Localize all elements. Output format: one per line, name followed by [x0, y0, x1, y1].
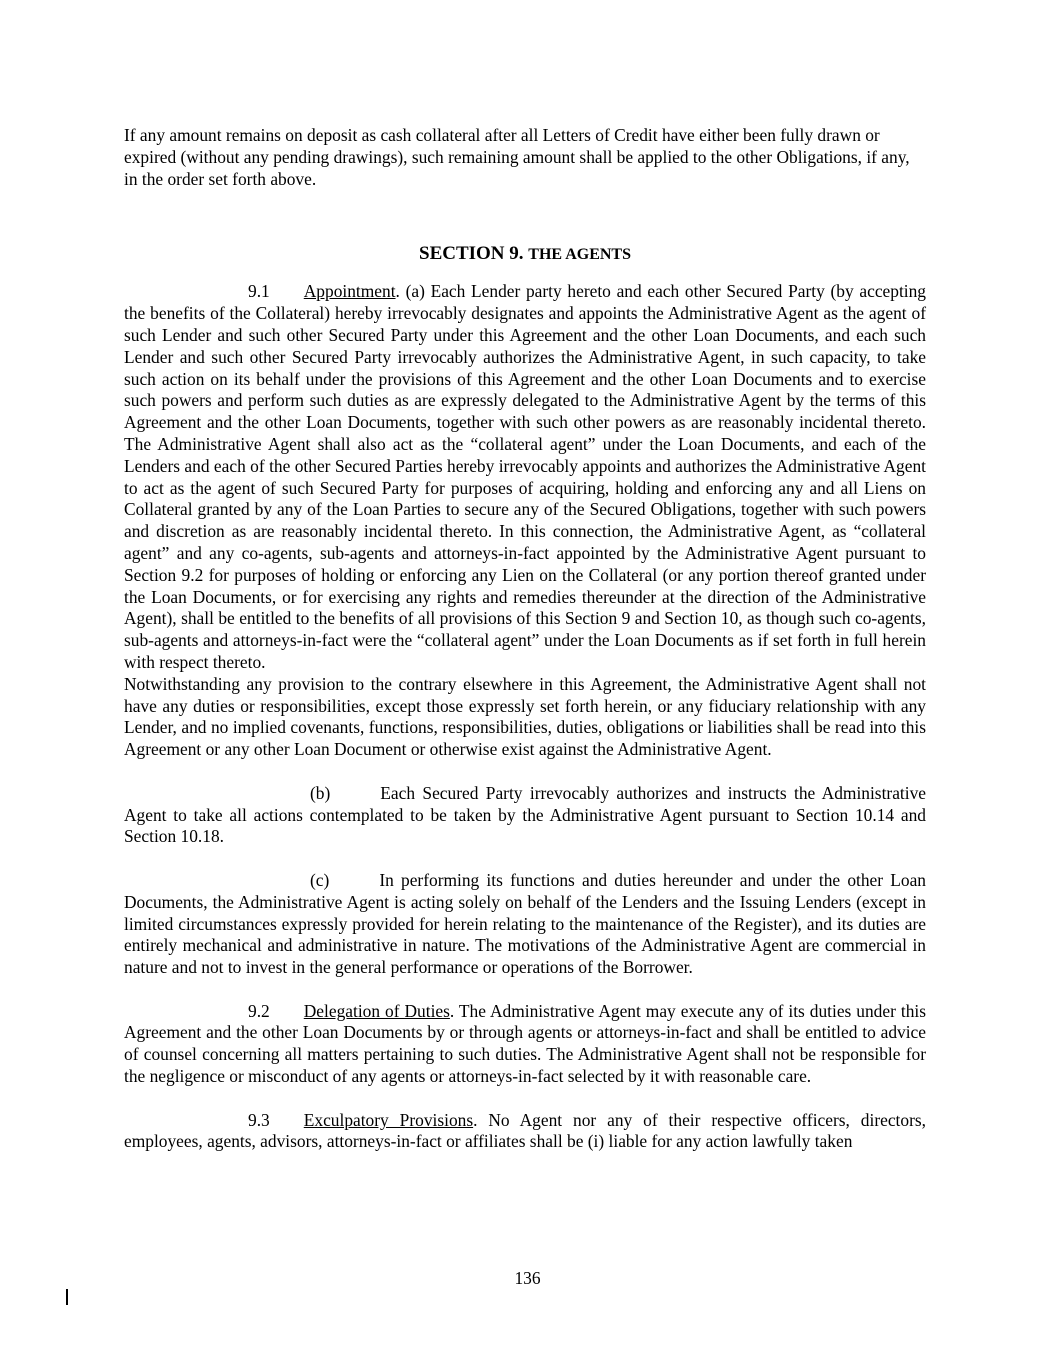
- section-9-2-title: Delegation of Duties: [303, 1000, 450, 1021]
- section-9-1-c-text: In performing its functions and duties hereunder and under the other Loan Documents, the Administrative Agent is acting solely on behalf of the Lenders and the Issuing Lenders (except in limited circumstances expressly provided for herein relating to the maintenance of the Register), and its duties are entirely mechanical and administrative in nature. The motivations of the Administrative Agent are commercial in nature and not to invest in the general performance or operations of the Borrower.: [124, 869, 926, 978]
- section-9-1-body-2: Notwithstanding any provision to the contrary elsewhere in this Agreement, the Administrative Agent shall not have any duties or responsibilities, except those expressly set forth herein, or any fiduciary relationship with any Lender, and no implied covenants, functions, responsibilities, duties, obligations or liabilities shall be read into this Agreement or any other Loan Document or otherwise exist against the Administrative Agent.: [124, 673, 926, 760]
- section-9-1-lead: . (a) Each Lender party hereto and each other Secured Party (by: [395, 281, 854, 302]
- section-number: SECTION 9.: [419, 243, 524, 265]
- section-9-1-c-paragraph: [124, 870, 926, 979]
- section-9-2-number: 9.2: [248, 1000, 270, 1021]
- section-9-1-b-label: (b): [310, 782, 331, 803]
- section-9-3-text: . No Agent nor any of their respective officers, directors, employees, agents, advisors, attorneys-in-fact or affiliates shall be (i) liable for any action lawfully taken: [124, 1109, 926, 1152]
- section-9-1-b-text: Each Secured Party irrevocably authorizes and instructs the Administrative Agent to take all actions contemplated to be taken by the Administrative Agent pursuant to Section 10.14 and Section 10.18.: [124, 782, 926, 847]
- section-9-1-body: accepting the benefits of the Collateral) hereby irrevocably designates and appoints the Administrative Agent as the agent of such Lender and such other Secured Party under this Agreement and the other Loan Documents, and each such Lender and such other Secured Party irrevocably authorizes the Administrative Agent, in such capacity, to take such action on its behalf under the provisions of this Agreement and the other Loan Documents and to exercise such powers and perform such duties as are expressly delegated to the Administrative Agent by the terms of this Agreement and the other Loan Documents, together with such other powers as are reasonably incidental thereto. The Administrative Agent shall also act as the “collateral agent” under the Loan Documents, and each of the Lenders and each of the other Secured Parties hereby irrevocably appoints and authorizes the Administrative Agent to act as the agent of such Secured Party for purposes of acquiring, holding and enforcing any and all Liens on Collateral granted by any of the Loan Parties to secure any of the Secured Obligations, together with such powers and discretion as are reasonably incidental thereto. In this connection, the Administrative Agent, as “collateral agent” and any co-agents, sub-agents and attorneys-in-fact appointed by the Administrative Agent pursuant to Section 9.2 for purposes of holding or enforcing any Lien on the Collateral (or any portion thereof granted under the Loan Documents, or for exercising any rights and remedies thereunder at the direction of the Administrative Agent), shall be entitled to the benefits of all provisions of this Section 9 and Section 10, as though such co-agents, sub-agents and attorneys-in-fact were the “collateral agent” under the Loan Documents as if set forth in full herein with respect thereto.: [124, 281, 926, 672]
- section-9-1-paragraph: [124, 281, 926, 673]
- section-9-2-text: . The Administrative Agent may execute any of its duties under this Agreement and the other Loan Documents by or through agents or attorneys-in-fact and shall be entitled to advice of counsel concerning all matters pertaining to such duties. The Administrative Agent shall not be responsible for the negligence or misconduct of any agents or attorneys-in-fact selected by it with reasonable care.: [124, 1000, 926, 1087]
- section-title: THE AGENTS: [528, 246, 631, 264]
- section-9-3-number: 9.3: [248, 1109, 270, 1130]
- change-bar: [66, 1289, 68, 1305]
- section-9-1-title: Appointment: [303, 281, 396, 302]
- section-9-3-paragraph: [124, 1110, 926, 1154]
- section-9-1-b-paragraph: [124, 783, 926, 848]
- document-page: [124, 125, 926, 1153]
- section-9-1-number: 9.1: [248, 281, 270, 302]
- page-number: 136: [514, 1268, 541, 1288]
- section-9-3-title: Exculpatory Provisions: [303, 1109, 474, 1130]
- section-9-2-paragraph: [124, 1001, 926, 1088]
- intro-paragraph: If any amount remains on deposit as cash collateral after all Letters of Credit have either been fully drawn or expired (without any pending drawings), such remaining amount shall be applied to the other Obligations, if any, in the order set forth above.: [124, 125, 910, 189]
- section-heading: [124, 242, 926, 267]
- section-9-1-c-label: (c): [310, 869, 330, 890]
